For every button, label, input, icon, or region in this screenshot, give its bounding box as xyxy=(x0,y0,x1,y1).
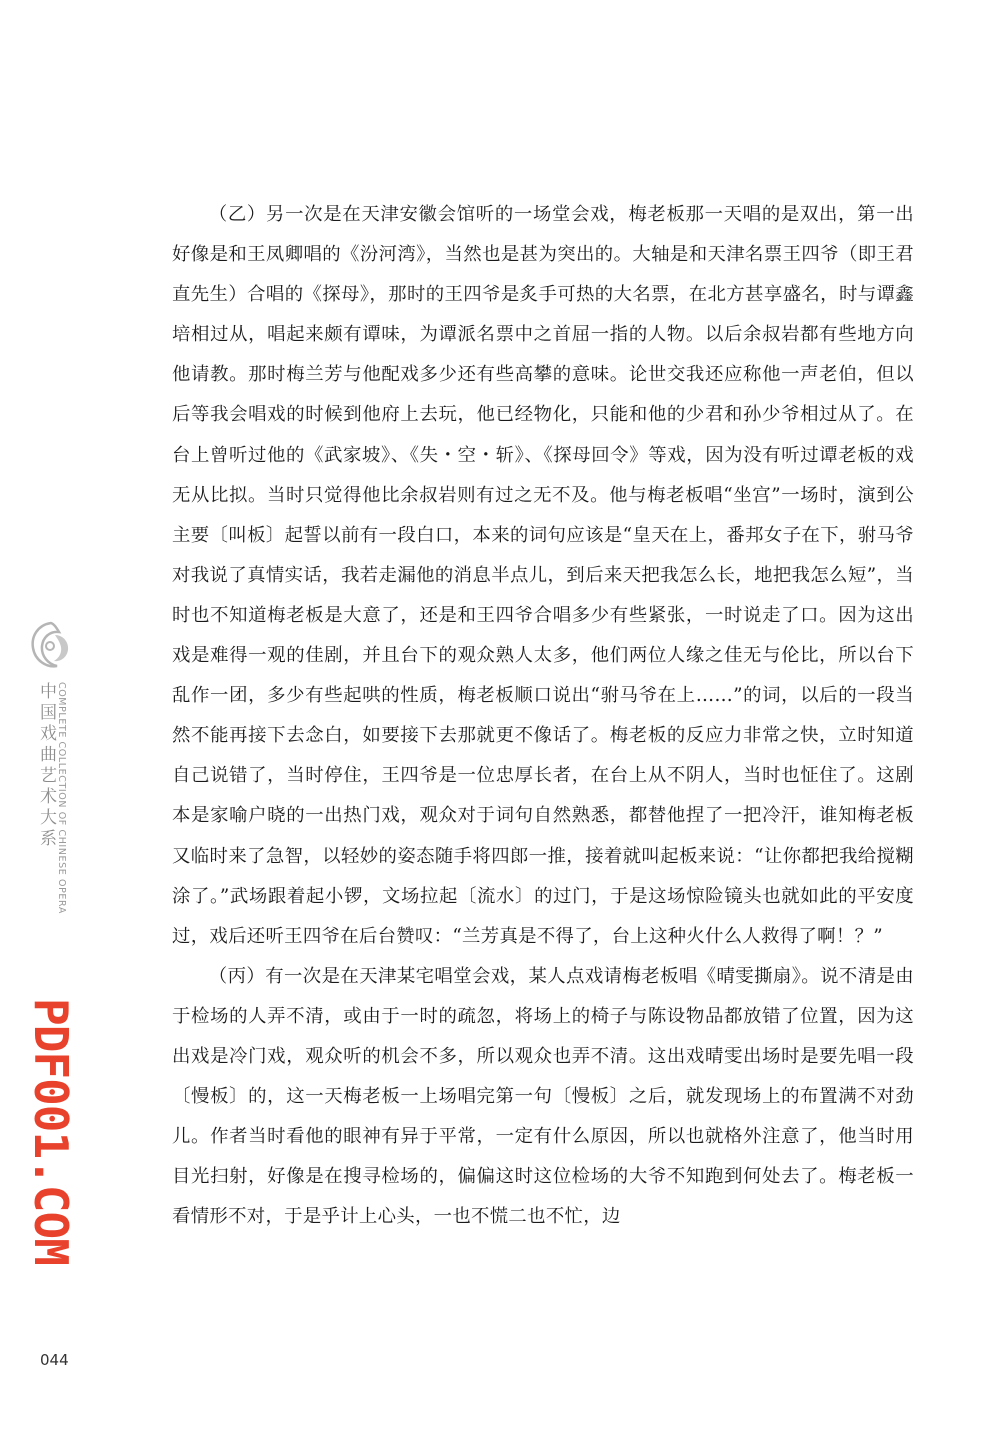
page-number: 044 xyxy=(40,1351,69,1369)
opera-logo-icon xyxy=(28,620,74,672)
paragraph-yi: （乙）另一次是在天津安徽会馆听的一场堂会戏，梅老板那一天唱的是双出，第一出好像是和王凤卿唱的《汾河湾》，当然也是甚为突出的。大轴是和天津名票王四爷（即王君直先生）合唱的《探母》，那时的王四爷是炙手可热的大名票，在北方甚享盛名，时与谭鑫培相过从，唱起来颇有谭味，为谭派名票中之首屈一指的人物。以后余叔岩都有些地方向他请教。那时梅兰芳与他配戏多少还有些高攀的意味。论世交我还应称他一声老伯，但以后等我会唱戏的时候到他府上去玩，他已经物化，只能和他的少君和孙少爷相过从了。在台上曾听过他的《武家坡》、《失・空・斩》、《探母回令》等戏，因为没有听过谭老板的戏无从比拟。当时只觉得他比余叔岩则有过之无不及。他与梅老板唱“坐宫”一场时，演到公主要〔叫板〕起誓以前有一段白口，本来的词句应该是“皇天在上，番邦女子在下，驸马爷对我说了真情实话，我若走漏他的消息半点儿，到后来天把我怎么长，地把我怎么短”，当时也不知道梅老板是大意了，还是和王四爷合唱多少有些紧张，一时说走了口。因为这出戏是难得一观的佳剧，并且台下的观众熟人太多，他们两位人缘之佳无与伦比，所以台下乱作一团，多少有些起哄的性质，梅老板顺口说出“驸马爷在上……”的词，以后的一段当然不能再接下去念白，如要接下去那就更不像话了。梅老板的反应力非常之快，立时知道自己说错了，当时停住，王四爷是一位忠厚长者，在台上从不阴人，当时也怔住了。这剧本是家喻户晓的一出热门戏，观众对于词句自然熟悉，都替他捏了一把冷汗，谁知梅老板又临时来了急智，以轻妙的姿态随手将四郎一推，接着就叫起板来说：“让你都把我给搅糊涂了。”武场跟着起小锣，文场拉起〔流水〕的过门，于是这场惊险镜头也就如此的平安度过，戏后还听王四爷在后台赞叹：“兰芳真是不得了，台上这种火什么人救得了啊！？” xyxy=(172,204,914,947)
series-branding xyxy=(22,620,82,950)
paragraph-bing: （丙）有一次是在天津某宅唱堂会戏，某人点戏请梅老板唱《晴雯撕扇》。说不清是由于检场的人弄不清，或由于一时的疏忽，将场上的椅子与陈设物品都放错了位置，因为这出戏是冷门戏，观众听的机会不多，所以观众也弄不清。这出戏晴雯出场时是要先唱一段〔慢板〕的，这一天梅老板一上场唱完第一句〔慢板〕之后，就发现场上的布置满不对劲儿。作者当时看他的眼神有异于平常，一定有什么原因，所以也就格外注意了，他当时用目光扫射，好像是在搜寻检场的，偏偏这时这位检场的大爷不知跑到何处去了。梅老板一看情形不对，于是乎计上心头，一也不慌二也不忙，边 xyxy=(172,965,914,1228)
series-title-chinese: 中国戏曲艺术大系 xyxy=(36,682,56,850)
watermark: PDF001.COM xyxy=(24,998,78,1265)
series-title-english: COMPLETE COLLECTION OF CHINESE OPERA xyxy=(56,682,67,914)
body-text xyxy=(172,195,914,1237)
